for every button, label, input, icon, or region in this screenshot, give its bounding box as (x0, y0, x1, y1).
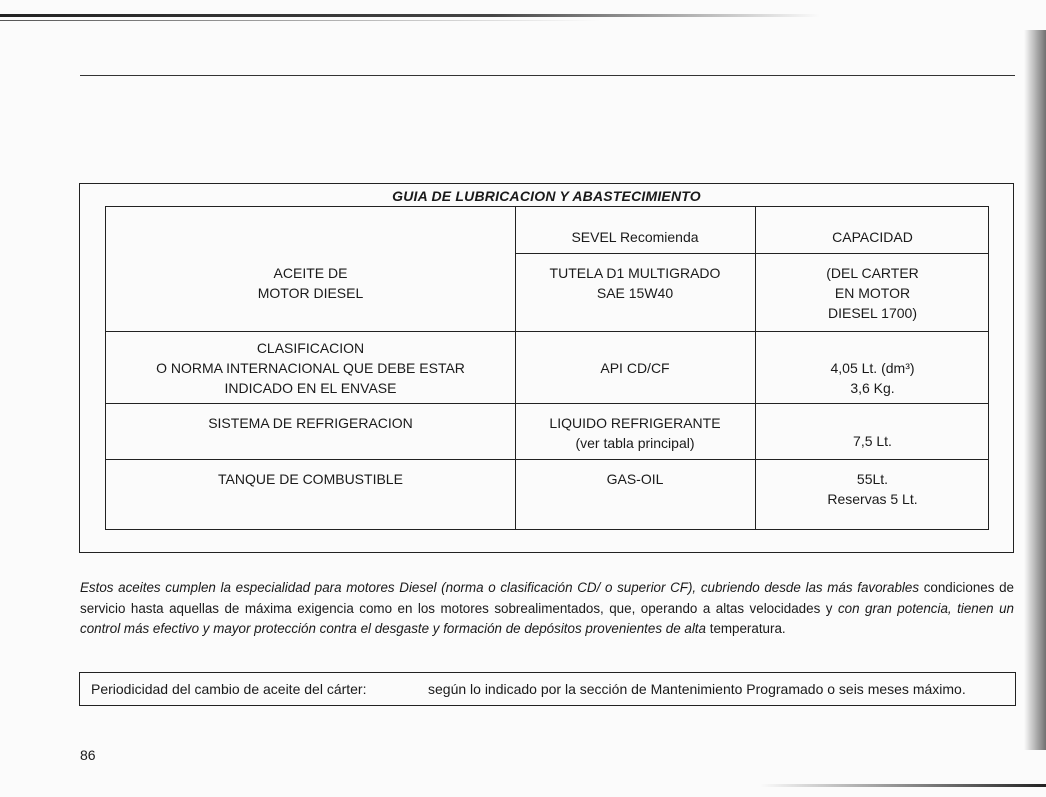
page-edge-shadow (1024, 30, 1046, 750)
cell-line: API CD/CF (600, 360, 670, 376)
row-fuel-tank-capacity (755, 469, 990, 509)
oil-change-interval-box (79, 672, 1016, 706)
row-fuel-tank-item (106, 469, 515, 489)
row-cooling-recommend (515, 413, 755, 453)
lubrication-table (105, 206, 989, 530)
header-divider (80, 75, 1015, 76)
row-divider (106, 459, 988, 460)
row-cooling-item (106, 413, 515, 433)
page-number: 86 (80, 747, 96, 763)
row-cooling-capacity (755, 431, 990, 451)
row-divider (106, 403, 988, 404)
table-title: GUIA DE LUBRICACION Y ABASTECIMIENTO (392, 188, 701, 204)
oil-change-interval-value: según lo indicado por la sección de Mantenimiento Programado o seis meses máximo. (428, 681, 966, 697)
cell-line: CLASIFICACION (256, 340, 365, 356)
cell-line: TANQUE DE COMBUSTIBLE (218, 471, 403, 487)
row-classification-capacity (755, 358, 990, 398)
paragraph-line: condiciones de servicio hasta aquellas de máxima exigencia como en los motores sobrealimentados, que, operando a altas velocidades y (80, 580, 1014, 616)
cell-line: Reservas 5 Lt. (827, 491, 918, 507)
top-decorative-rule-thin (0, 20, 600, 21)
row-divider (515, 253, 988, 254)
header-capacity: CAPACIDAD (832, 229, 913, 245)
cell-line: SAE 15W40 (596, 285, 674, 301)
cell-line: DIESEL 1700) (828, 305, 917, 321)
oil-change-interval-label: Periodicidad del cambio de aceite del cárter: (91, 681, 367, 697)
row-engine-oil-recommend (515, 263, 755, 303)
cell-line: INDICADO EN EL ENVASE (224, 380, 397, 396)
row-classification-recommend (515, 358, 755, 378)
cell-line: GAS-OIL (606, 471, 664, 487)
header-recommend: SEVEL Recomienda (571, 229, 699, 245)
paragraph-line: con gran potencia, tienen un control más efectivo y mayor protección contra el desgaste y formación de depósitos provenientes de alta (80, 600, 1014, 636)
paragraph-line: temperatura. (709, 621, 786, 636)
cell-line: SISTEMA DE REFRIGERACION (208, 415, 413, 431)
row-engine-oil-item (106, 263, 515, 303)
cell-line: TUTELA D1 MULTIGRADO (549, 265, 721, 281)
cell-line: (ver tabla principal) (575, 435, 695, 451)
bottom-decorative-rule (760, 784, 1046, 787)
cell-line: 55Lt. (856, 471, 889, 487)
cell-line: LIQUIDO REFRIGERANTE (549, 415, 721, 431)
cell-line: ACEITE DE (273, 265, 348, 281)
row-classification-item (106, 338, 515, 398)
cell-line: 3,6 Kg. (850, 380, 895, 396)
top-decorative-rule (0, 14, 820, 17)
cell-line: (DEL CARTER (826, 265, 919, 281)
cell-line: O NORMA INTERNACIONAL QUE DEBE ESTAR (156, 360, 465, 376)
row-divider (106, 331, 988, 332)
row-fuel-tank-recommend (515, 469, 755, 489)
cell-line: 7,5 Lt. (853, 433, 892, 449)
cell-line: MOTOR DIESEL (257, 285, 364, 301)
cell-line: 4,05 Lt. (dm³) (830, 360, 915, 376)
paragraph-line: Estos aceites cumplen la especialidad para motores Diesel (norma o clasificación CD/ o superior CF), cubriendo desde las más favorables (80, 580, 920, 595)
cell-line: EN MOTOR (834, 285, 911, 301)
row-engine-oil-capacity (755, 263, 990, 323)
oil-description-paragraph (80, 578, 1014, 640)
